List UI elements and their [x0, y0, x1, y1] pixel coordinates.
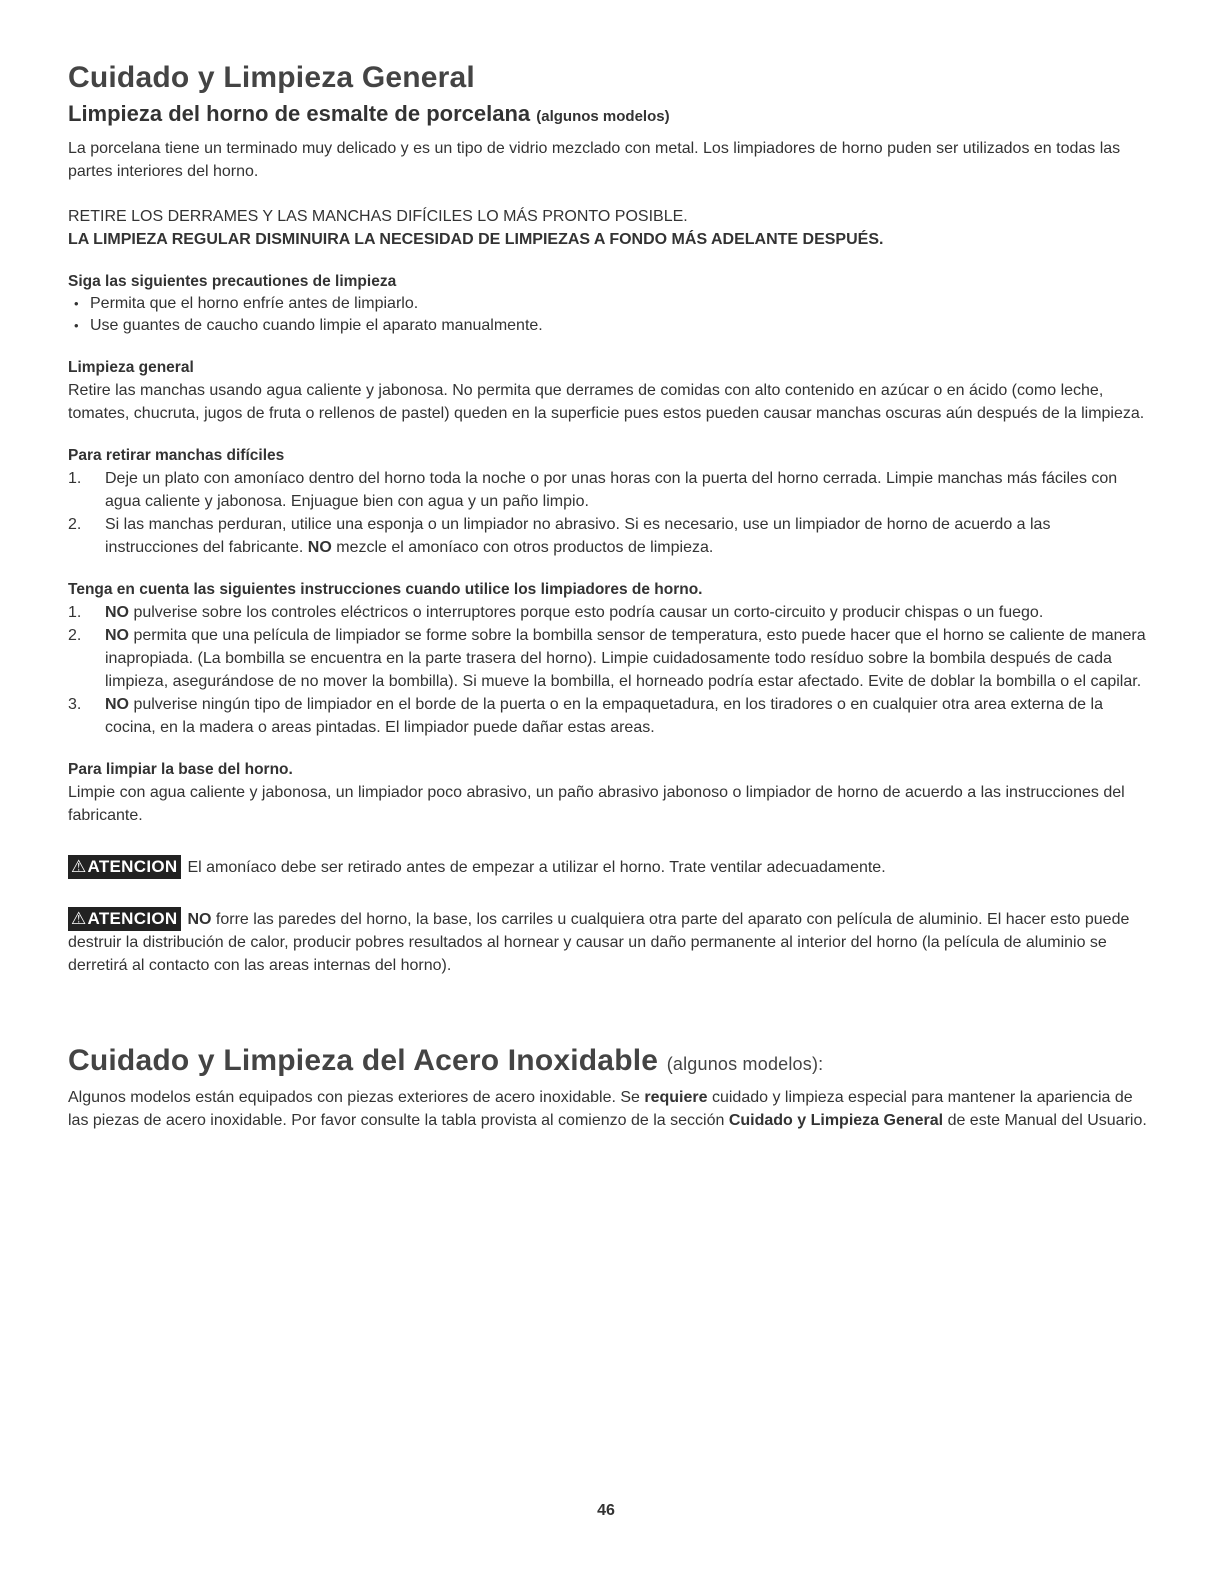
porcelain-heading: Limpieza del horno de esmalte de porcelana (algunos modelos)	[68, 101, 670, 126]
oven-base-text: Limpie con agua caliente y jabonosa, un limpiador poco abrasivo, un paño abrasivo jabonoso o limpiador de horno de acuerdo a las instrucciones del fabricante.	[68, 784, 1125, 824]
warning-badge: ⚠ATENCION	[68, 855, 181, 879]
warning-triangle-icon: ⚠	[71, 909, 87, 928]
list-item: • Use guantes de caucho cuando limpie el aparato manualmente.	[68, 315, 1148, 337]
warning-triangle-icon: ⚠	[71, 857, 87, 876]
list-item: 1. NO pulverise sobre los controles eléctricos o interruptores porque esto podría causar un corto-circuito y producir chispas o un fuego.	[68, 604, 1044, 621]
porcelain-intro: La porcelana tiene un terminado muy delicado y es un tipo de vidrio mezclado con metal. Los limpiadores de horno puden ser utilizados en todas las partes interiores del horno.	[68, 140, 1121, 180]
precautions-heading: Siga las siguientes precautiones de limpieza	[68, 273, 397, 290]
warning-badge: ⚠ATENCION	[68, 907, 181, 931]
stainless-heading: Cuidado y Limpieza del Acero Inoxidable (algunos modelos):	[68, 1044, 824, 1077]
difficult-stains-list	[68, 467, 1148, 559]
caps-notice-2: LA LIMPIEZA REGULAR DISMINUIRA LA NECESIDAD DE LIMPIEZAS A FONDO MÁS ADELANTE DESPUÉS.	[68, 231, 884, 248]
stainless-heading-note: (algunos modelos):	[666, 1054, 824, 1074]
list-item: 1. Deje un plato con amoníaco dentro del horno toda la noche o por unas horas con la puerta del horno cerrada. Limpie manchas más fáciles con agua caliente y jabonosa. Enjuague bien con agua y un paño limpio.	[68, 470, 1118, 510]
list-item: 3. NO pulverise ningún tipo de limpiador en el borde de la puerta o en la empaquetadura, en los tiradores o en cualquier otra area externa de la cocina, en la madera o areas pintadas. El limpiador puede dañar estas areas.	[68, 696, 1103, 736]
porcelain-heading-note: (algunos modelos)	[536, 108, 670, 125]
caps-notice-1: RETIRE LOS DERRAMES Y LAS MANCHAS DIFÍCILES LO MÁS PRONTO POSIBLE.	[68, 208, 688, 225]
warning-aluminum: ⚠ATENCION NO forre las paredes del horno, la base, los carriles u cualquiera otra parte del aparato con película de aluminio. El hacer esto puede destruir la distribución de calor, producir pobres resultados al hornear y causar un daño permanente al interior del horno (la película de aluminio se derretirá al contacto con las areas internas del horno).	[68, 909, 1130, 974]
oven-base-heading: Para limpiar la base del horno.	[68, 761, 293, 778]
warning-ammonia: ⚠ATENCION El amoníaco debe ser retirado antes de empezar a utilizar el horno. Trate ventilar adecuadamente.	[68, 855, 1148, 879]
difficult-stains-heading: Para retirar manchas difíciles	[68, 447, 285, 464]
precautions-list	[68, 293, 1148, 337]
list-item: 2. NO permita que una película de limpiador se forme sobre la bombilla sensor de temperatura, esto puede hacer que el horno se caliente de manera inapropiada. (La bombilla se encuentra en la parte trasera del horno). Limpie cuidadosamente todo resíduo sobre la bombila después de cada limpieza, asegurándose de no mover la bombilla). Si mueve la bombilla, el horneado podría estar afectado. Evite de doblar la bombilla o el capilar.	[68, 627, 1146, 690]
stainless-text: Algunos modelos están equipados con piezas exteriores de acero inoxidable. Se requiere cuidado y limpieza especial para mantener la apariencia de las piezas de acero inoxidable. Por favor consulte la tabla provista al comienzo de la sección Cuidado y Limpieza General de este Manual del Usuario.	[68, 1089, 1147, 1129]
page-content	[68, 60, 1148, 1132]
cleaners-list	[68, 601, 1148, 739]
page-title: Cuidado y Limpieza General	[68, 61, 475, 94]
list-item: • Permita que el horno enfríe antes de limpiarlo.	[68, 293, 1148, 315]
general-cleaning-heading: Limpieza general	[68, 359, 194, 376]
list-item: 2. Si las manchas perduran, utilice una esponja o un limpiador no abrasivo. Si es necesario, use un limpiador de horno de acuerdo a las instrucciones del fabricante. NO mezcle el amoníaco con otros productos de limpieza.	[68, 516, 1051, 556]
cleaners-heading: Tenga en cuenta las siguientes instrucciones cuando utilice los limpiadores de horno.	[68, 581, 703, 598]
general-cleaning-text: Retire las manchas usando agua caliente y jabonosa. No permita que derrames de comidas con alto contenido en azúcar o en ácido (como leche, tomates, chucruta, jugos de fruta o rellenos de pastel) queden en la superficie pues estos pueden causar manchas oscuras aún después de la limpieza.	[68, 382, 1145, 422]
page-number: 46	[597, 1502, 615, 1519]
